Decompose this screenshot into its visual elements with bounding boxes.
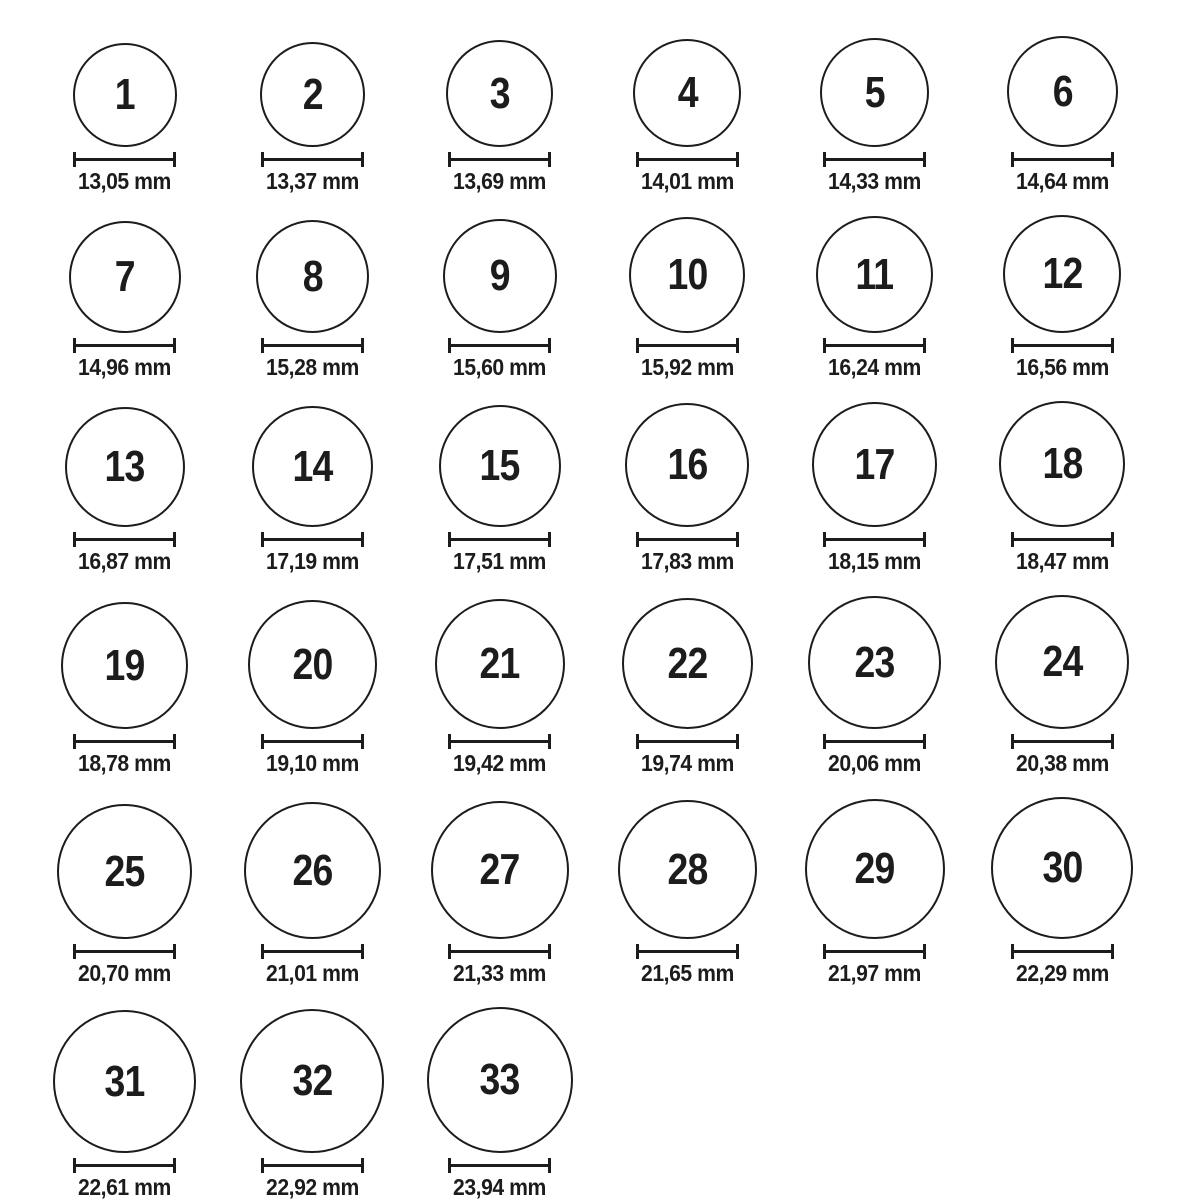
- ring-size-item: [31, 804, 219, 985]
- diameter-label: 15,60 mm: [453, 354, 547, 380]
- ring-size-item: [219, 406, 407, 573]
- measure-tick-right: [1111, 152, 1114, 167]
- measure-bar: [823, 740, 926, 743]
- ring-size-item: [781, 799, 969, 985]
- measure-tick-right: [1111, 944, 1114, 959]
- diameter-measure-line: [261, 944, 364, 959]
- diameter-measure-line: [73, 734, 176, 749]
- ring-circle: [65, 407, 185, 527]
- ring-size-row: [31, 595, 1200, 775]
- measure-bar: [636, 950, 739, 953]
- measure-bar: [448, 950, 551, 953]
- measure-bar: [636, 538, 739, 541]
- ring-circle: [808, 596, 941, 729]
- diameter-label: 18,15 mm: [828, 548, 922, 574]
- measure-bar: [261, 950, 364, 953]
- ring-circle: [816, 216, 933, 333]
- measure-bar: [261, 344, 364, 347]
- ring-size-item: [781, 596, 969, 775]
- ring-circle: [260, 42, 365, 147]
- ring-size-row: [31, 36, 1200, 193]
- measure-tick-right: [548, 1158, 551, 1173]
- ring-size-item: [219, 220, 407, 379]
- measure-tick-right: [361, 152, 364, 167]
- ring-size-number: 21: [479, 639, 520, 688]
- ring-circle: [812, 402, 937, 527]
- diameter-measure-line: [448, 152, 551, 167]
- diameter-label: 21,65 mm: [640, 960, 734, 986]
- diameter-label: 23,94 mm: [453, 1174, 547, 1200]
- ring-size-item: [969, 797, 1157, 985]
- ring-size-number: 17: [854, 439, 895, 489]
- ring-size-number: 30: [1042, 843, 1083, 892]
- measure-tick-right: [736, 944, 739, 959]
- diameter-measure-line: [823, 338, 926, 353]
- measure-tick-right: [923, 338, 926, 353]
- ring-size-item: [781, 38, 969, 193]
- measure-tick-right: [1111, 734, 1114, 749]
- diameter-label: 14,33 mm: [828, 168, 922, 194]
- measure-tick-right: [173, 734, 176, 749]
- ring-circle: [244, 802, 381, 939]
- diameter-label: 22,29 mm: [1015, 960, 1109, 986]
- diameter-label: 20,70 mm: [78, 960, 172, 986]
- measure-tick-right: [361, 734, 364, 749]
- diameter-measure-line: [1011, 338, 1114, 353]
- measure-bar: [823, 950, 926, 953]
- ring-size-row: [31, 401, 1200, 573]
- diameter-label: 14,96 mm: [78, 354, 172, 380]
- ring-size-item: [219, 1009, 407, 1199]
- measure-bar: [1011, 740, 1114, 743]
- ring-size-number: 26: [292, 845, 333, 895]
- ring-size-item: [969, 595, 1157, 775]
- measure-bar: [73, 740, 176, 743]
- diameter-label: 16,87 mm: [78, 548, 172, 574]
- measure-bar: [636, 344, 739, 347]
- ring-size-item: [406, 599, 594, 775]
- diameter-measure-line: [1011, 152, 1114, 167]
- measure-bar: [1011, 950, 1114, 953]
- diameter-measure-line: [636, 532, 739, 547]
- diameter-measure-line: [823, 532, 926, 547]
- ring-size-number: 27: [479, 845, 520, 894]
- diameter-measure-line: [73, 944, 176, 959]
- ring-size-item: [594, 217, 782, 379]
- ring-circle: [995, 595, 1129, 729]
- diameter-label: 15,92 mm: [640, 354, 734, 380]
- ring-size-number: 20: [292, 639, 333, 689]
- measure-tick-right: [736, 532, 739, 547]
- ring-size-number: 9: [489, 251, 510, 300]
- measure-bar: [261, 1164, 364, 1167]
- ring-size-number: 24: [1042, 637, 1083, 686]
- diameter-measure-line: [1011, 734, 1114, 749]
- measure-tick-right: [736, 338, 739, 353]
- diameter-measure-line: [261, 1158, 364, 1173]
- measure-tick-right: [361, 532, 364, 547]
- measure-tick-right: [1111, 338, 1114, 353]
- ring-circle: [633, 39, 741, 147]
- ring-size-item: [594, 39, 782, 193]
- ring-circle: [61, 602, 188, 729]
- ring-size-number: 8: [302, 251, 323, 301]
- ring-circle: [69, 221, 181, 333]
- diameter-label: 21,01 mm: [265, 960, 359, 986]
- ring-size-number: 2: [302, 69, 323, 119]
- measure-tick-right: [923, 152, 926, 167]
- measure-tick-right: [361, 944, 364, 959]
- ring-circle: [431, 801, 569, 939]
- diameter-label: 13,69 mm: [453, 168, 547, 194]
- diameter-label: 21,33 mm: [453, 960, 547, 986]
- ring-circle: [991, 797, 1133, 939]
- ring-circle: [820, 38, 929, 147]
- diameter-measure-line: [636, 152, 739, 167]
- diameter-measure-line: [1011, 944, 1114, 959]
- ring-size-item: [969, 215, 1157, 379]
- diameter-measure-line: [73, 152, 176, 167]
- ring-circle: [805, 799, 945, 939]
- measure-tick-right: [548, 338, 551, 353]
- measure-bar: [1011, 538, 1114, 541]
- diameter-label: 17,83 mm: [640, 548, 734, 574]
- diameter-measure-line: [823, 734, 926, 749]
- diameter-measure-line: [448, 944, 551, 959]
- ring-size-number: 1: [114, 70, 135, 119]
- ring-circle: [1007, 36, 1118, 147]
- measure-bar: [261, 740, 364, 743]
- measure-bar: [261, 158, 364, 161]
- diameter-measure-line: [636, 944, 739, 959]
- ring-size-item: [31, 221, 219, 379]
- ring-size-item: [781, 402, 969, 573]
- ring-size-item: [969, 36, 1157, 193]
- diameter-measure-line: [261, 338, 364, 353]
- ring-size-number: 3: [489, 68, 510, 118]
- diameter-label: 13,37 mm: [265, 168, 359, 194]
- measure-tick-right: [923, 532, 926, 547]
- ring-size-number: 23: [854, 637, 895, 687]
- diameter-label: 17,51 mm: [453, 548, 547, 574]
- measure-tick-right: [173, 944, 176, 959]
- measure-tick-right: [923, 944, 926, 959]
- diameter-measure-line: [823, 944, 926, 959]
- ring-size-item: [406, 1007, 594, 1199]
- ring-size-item: [31, 602, 219, 775]
- measure-bar: [73, 158, 176, 161]
- diameter-measure-line: [448, 338, 551, 353]
- diameter-label: 19,74 mm: [640, 750, 734, 776]
- ring-circle: [240, 1009, 384, 1153]
- ring-size-number: 7: [114, 252, 135, 301]
- diameter-label: 14,01 mm: [640, 168, 734, 194]
- ring-size-item: [219, 42, 407, 193]
- measure-bar: [636, 158, 739, 161]
- ring-circle: [73, 43, 177, 147]
- measure-tick-right: [173, 152, 176, 167]
- measure-bar: [261, 538, 364, 541]
- ring-size-number: 33: [479, 1055, 520, 1104]
- ring-circle: [248, 600, 377, 729]
- measure-tick-right: [923, 734, 926, 749]
- diameter-measure-line: [448, 734, 551, 749]
- diameter-measure-line: [73, 338, 176, 353]
- ring-size-item: [406, 801, 594, 985]
- ring-size-item: [406, 405, 594, 573]
- diameter-label: 20,38 mm: [1015, 750, 1109, 776]
- measure-bar: [448, 740, 551, 743]
- ring-size-row: [31, 215, 1200, 379]
- measure-tick-right: [548, 532, 551, 547]
- measure-bar: [448, 344, 551, 347]
- diameter-measure-line: [261, 734, 364, 749]
- ring-size-item: [31, 1010, 219, 1199]
- ring-size-number: 6: [1052, 66, 1073, 116]
- ring-size-number: 14: [292, 441, 333, 491]
- diameter-label: 20,06 mm: [828, 750, 922, 776]
- diameter-measure-line: [261, 152, 364, 167]
- diameter-label: 13,05 mm: [78, 168, 172, 194]
- measure-tick-right: [1111, 532, 1114, 547]
- measure-bar: [73, 344, 176, 347]
- ring-circle: [1003, 215, 1121, 333]
- measure-bar: [448, 1164, 551, 1167]
- diameter-label: 19,10 mm: [265, 750, 359, 776]
- ring-size-number: 16: [667, 440, 708, 489]
- ring-size-row: [31, 797, 1200, 985]
- measure-bar: [1011, 158, 1114, 161]
- measure-tick-right: [548, 944, 551, 959]
- ring-size-number: 29: [854, 844, 895, 893]
- ring-size-number: 10: [667, 250, 708, 299]
- ring-size-item: [594, 800, 782, 985]
- diameter-measure-line: [448, 1158, 551, 1173]
- ring-size-item: [594, 598, 782, 775]
- diameter-label: 17,19 mm: [265, 548, 359, 574]
- measure-tick-right: [548, 152, 551, 167]
- measure-bar: [73, 1164, 176, 1167]
- ring-size-number: 4: [677, 68, 698, 117]
- ring-circle: [999, 401, 1125, 527]
- measure-bar: [73, 950, 176, 953]
- measure-tick-right: [173, 532, 176, 547]
- ring-size-item: [219, 802, 407, 985]
- ring-circle: [439, 405, 561, 527]
- ring-circle: [435, 599, 565, 729]
- diameter-measure-line: [73, 1158, 176, 1173]
- ring-circle: [53, 1010, 196, 1153]
- ring-size-row: [31, 1007, 1200, 1199]
- ring-circle: [57, 804, 192, 939]
- ring-size-number: 13: [104, 442, 145, 491]
- diameter-measure-line: [636, 338, 739, 353]
- ring-size-item: [406, 219, 594, 379]
- measure-bar: [1011, 344, 1114, 347]
- ring-circle: [629, 217, 745, 333]
- diameter-label: 15,28 mm: [265, 354, 359, 380]
- diameter-label: 16,56 mm: [1015, 354, 1109, 380]
- diameter-label: 19,42 mm: [453, 750, 547, 776]
- ring-size-number: 25: [104, 846, 145, 896]
- ring-circle: [256, 220, 369, 333]
- measure-bar: [823, 538, 926, 541]
- measure-bar: [823, 158, 926, 161]
- ring-size-number: 32: [292, 1056, 333, 1105]
- ring-circle: [446, 40, 553, 147]
- measure-tick-right: [736, 152, 739, 167]
- diameter-measure-line: [73, 532, 176, 547]
- ring-size-number: 15: [479, 441, 520, 490]
- diameter-label: 21,97 mm: [828, 960, 922, 986]
- ring-size-item: [594, 403, 782, 573]
- diameter-label: 16,24 mm: [828, 354, 922, 380]
- measure-tick-right: [173, 338, 176, 353]
- diameter-label: 14,64 mm: [1015, 168, 1109, 194]
- ring-size-number: 5: [864, 67, 885, 117]
- ring-circle: [622, 598, 753, 729]
- diameter-label: 22,61 mm: [78, 1174, 172, 1200]
- measure-tick-right: [173, 1158, 176, 1173]
- diameter-label: 22,92 mm: [265, 1174, 359, 1200]
- diameter-measure-line: [261, 532, 364, 547]
- measure-bar: [73, 538, 176, 541]
- ring-circle: [618, 800, 757, 939]
- ring-circle: [252, 406, 373, 527]
- diameter-label: 18,78 mm: [78, 750, 172, 776]
- measure-tick-right: [361, 338, 364, 353]
- ring-size-item: [31, 407, 219, 573]
- ring-circle: [443, 219, 557, 333]
- measure-tick-right: [548, 734, 551, 749]
- measure-tick-right: [736, 734, 739, 749]
- measure-bar: [823, 344, 926, 347]
- ring-size-number: 19: [104, 640, 145, 690]
- ring-size-item: [406, 40, 594, 193]
- ring-size-number: 11: [855, 249, 894, 299]
- ring-size-number: 12: [1042, 249, 1083, 298]
- diameter-measure-line: [1011, 532, 1114, 547]
- ring-size-number: 28: [667, 844, 708, 894]
- diameter-measure-line: [823, 152, 926, 167]
- ring-size-item: [969, 401, 1157, 573]
- ring-circle: [427, 1007, 573, 1153]
- measure-tick-right: [361, 1158, 364, 1173]
- ring-size-number: 22: [667, 638, 708, 688]
- measure-bar: [448, 538, 551, 541]
- ring-size-item: [781, 216, 969, 379]
- diameter-measure-line: [636, 734, 739, 749]
- ring-size-number: 31: [104, 1056, 145, 1106]
- ring-size-number: 18: [1042, 439, 1083, 488]
- measure-bar: [636, 740, 739, 743]
- ring-size-item: [219, 600, 407, 775]
- diameter-label: 18,47 mm: [1015, 548, 1109, 574]
- measure-bar: [448, 158, 551, 161]
- ring-size-item: [31, 43, 219, 193]
- ring-circle: [625, 403, 749, 527]
- diameter-measure-line: [448, 532, 551, 547]
